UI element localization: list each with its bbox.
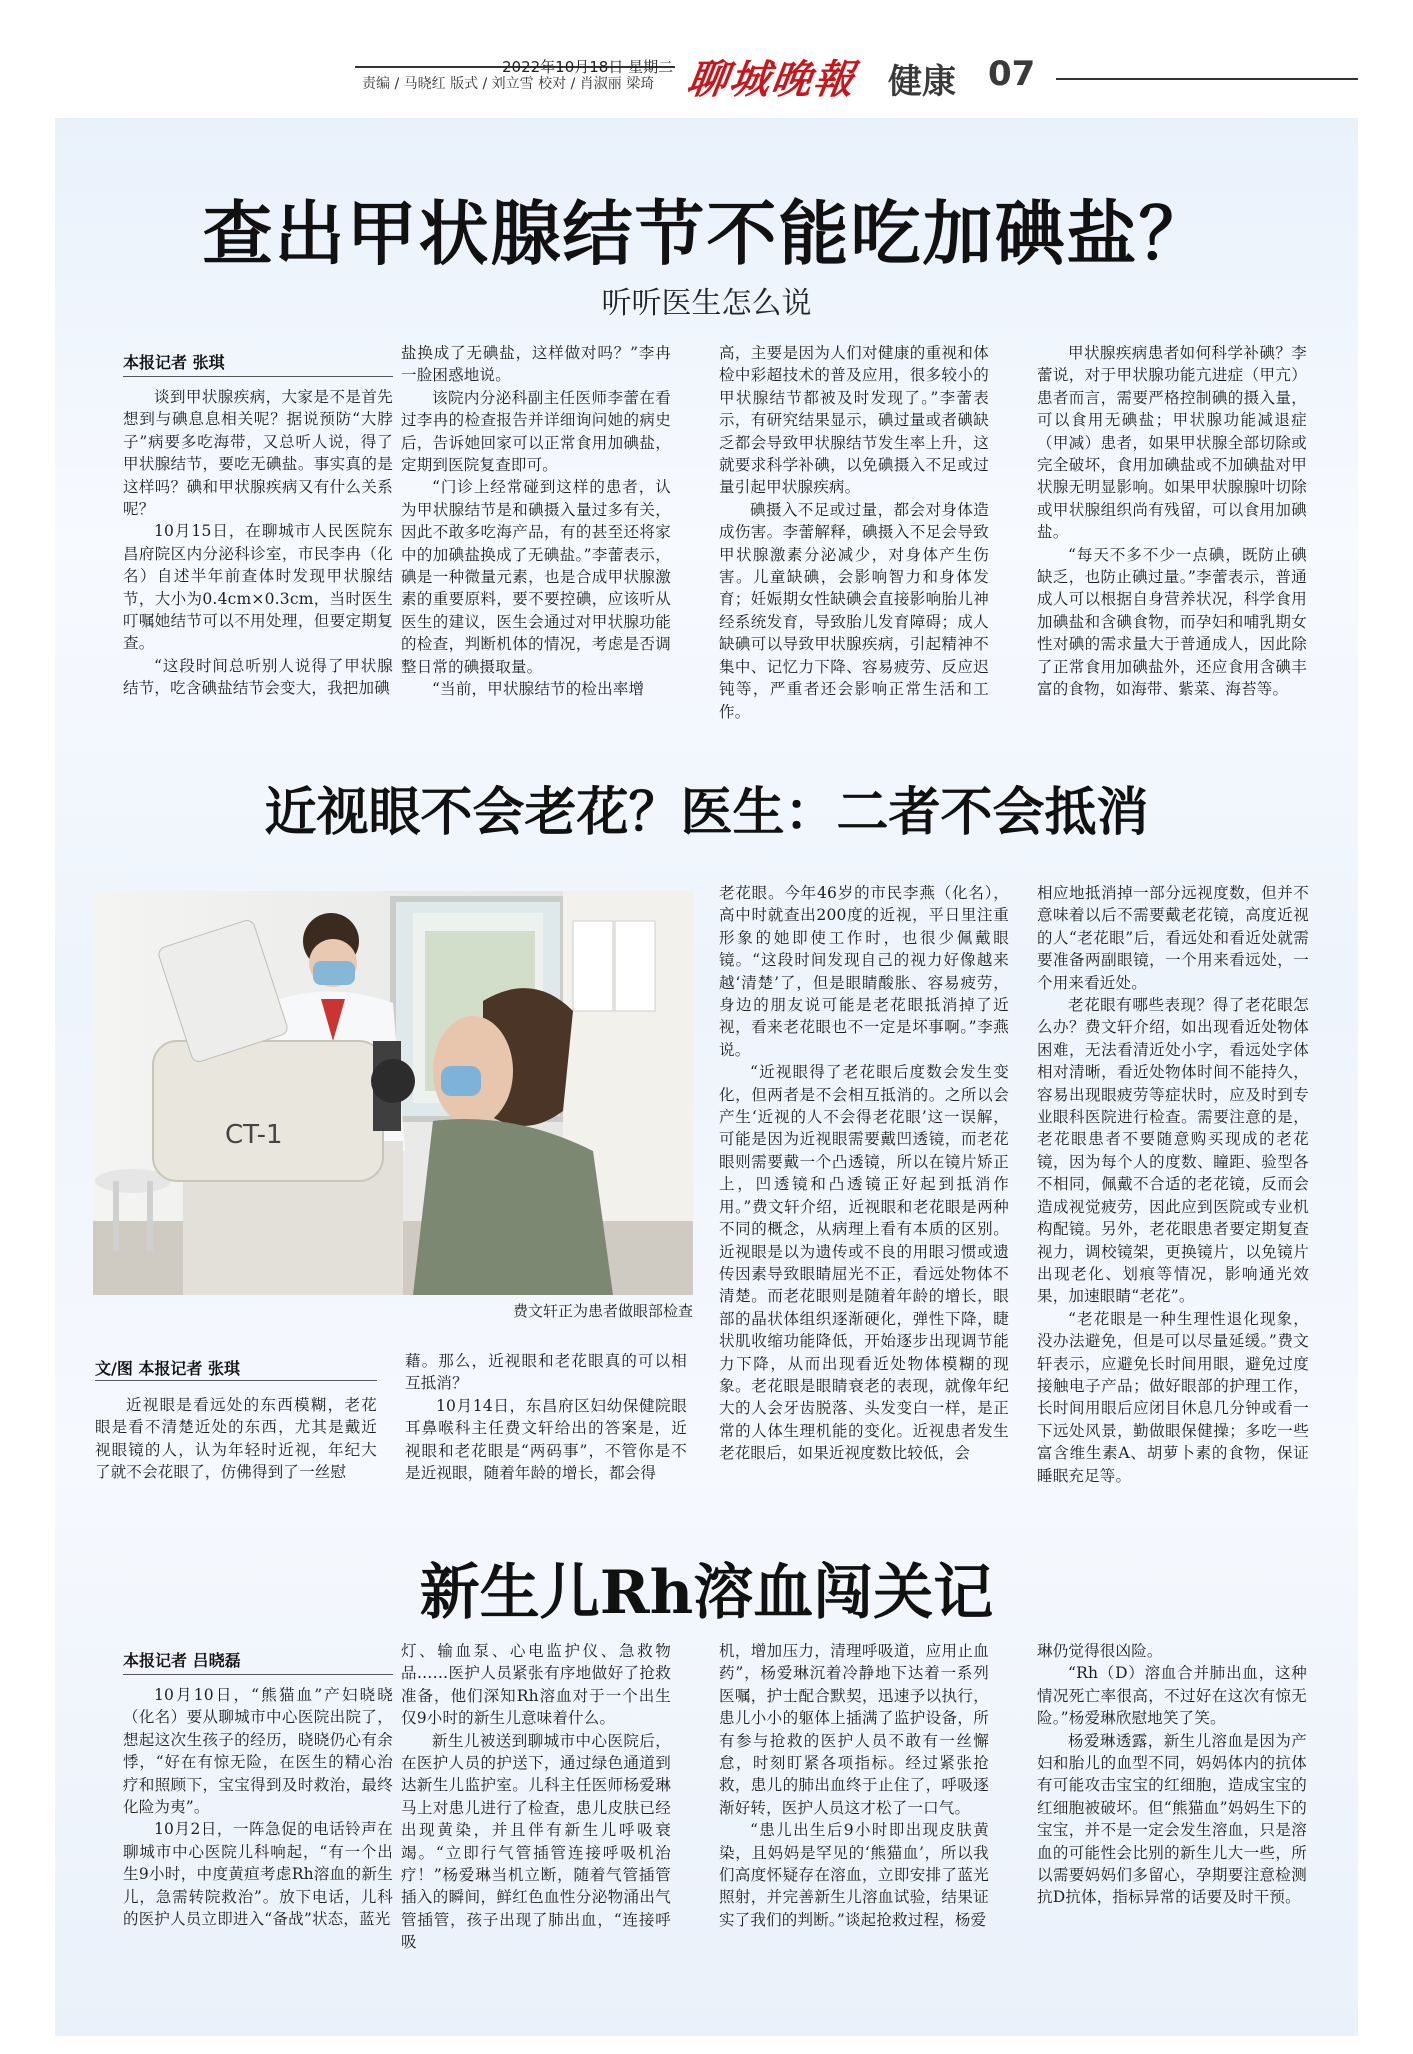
paragraph: 盐换成了无碘盐，这样做对吗？”李冉一脸困惑地说。 xyxy=(401,344,671,385)
byline-rule xyxy=(95,1380,377,1381)
paragraph: 藉。那么，近视眼和老花眼真的可以相互抵消？ xyxy=(405,1352,687,1393)
content-panel xyxy=(55,118,1358,2036)
article1-column-2 xyxy=(401,342,671,834)
section-name: 健康 xyxy=(888,62,956,102)
byline-rule xyxy=(123,376,393,377)
machine-label: CT-1 xyxy=(225,1120,283,1150)
paragraph: “这段时间总听别人说得了甲状腺结节，吃含碘盐结节会变大，我把加碘 xyxy=(123,656,393,698)
eye-exam-illustration xyxy=(93,891,693,1295)
article3-column-4 xyxy=(1037,1640,1307,1974)
editor-credits: 责编 / 马晓红 版式 / 刘立雪 校对 / 肖淑丽 梁琦 xyxy=(362,76,655,92)
paragraph: 老花眼有哪些表现？得了老花眼怎么办？费文轩介绍，如出现看近处物体困难，无法看清近处小字，看远处字体相对清晰，看近处物体时间不能持久，容易出现眼疲劳等症状时，应及时到专业眼科医院进行检查。需要注意的是，老花眼患者不要随意购买现成的老花镜，因为每个人的度数、瞳距、验型各不相同，佩戴不合适的老花镜，反而会造成视觉疲劳，因此应到医院或专业机构配镜。另外，老花眼患者要定期复查视力，调校镜架，更换镜片，以免镜片出现老化、划痕等情况，影响通光效果，加速眼睛“老花”。 xyxy=(1037,996,1309,1306)
paragraph: 该院内分泌科副主任医师李蕾在看过李冉的检查报告并详细询问她的病史后，告诉她回家可以正常食用加碘盐，定期到医院复查即可。 xyxy=(401,388,671,475)
masthead xyxy=(0,0,1413,118)
article3-column-1 xyxy=(123,1684,393,1974)
paragraph: 老花眼。今年46岁的市民李燕（化名），高中时就查出200度的近视，平日里注重形象的她即使工作时，也很少佩戴眼镜。“这段时间发现自己的视力好像越来越‘清楚’了，但是眼睛酸胀、容易疲劳，身边的朋友说可能是老花眼抵消掉了近视，看来老花眼也不一定是坏事啊。”李燕说。 xyxy=(719,884,1009,1059)
paragraph: “门诊上经常碰到这样的患者，认为甲状腺结节是和碘摄入量过多有关，因此不敢多吃海产品，有的甚至还将家中的加碘盐换成了无碘盐。”李蕾表示，碘是一种微量元素，也是合成甲状腺激素的重要原料，要不要控碘，应该听从医生的建议，医生会通过对甲状腺功能的检查，判断机体的情况，考虑是否调整日常的碘摄取量。 xyxy=(401,478,671,676)
paragraph: 谈到甲状腺疾病，大家是不是首先想到与碘息息相关呢？据说预防“大脖子”病要多吃海带，又总听人说，得了甲状腺结节，要吃无碘盐。事实真的是这样吗？碘和甲状腺疾病又有什么关系呢？ xyxy=(123,388,393,519)
article2-column-3 xyxy=(719,882,1009,1508)
article1-column-4 xyxy=(1037,342,1307,834)
article1-title: 查出甲状腺结节不能吃加碘盐？ xyxy=(202,192,1211,275)
article2-byline: 文/图 本报记者 张琪 xyxy=(95,1359,240,1378)
paragraph: “患儿出生后9小时即出现皮肤黄染，且妈妈是罕见的‘熊猫血’，所以我们高度怀疑存在溶血，立即安排了蓝光照射，并完善新生儿溶血试验，结果证实了我们的判断。”谈起抢救过程，杨爱 xyxy=(719,1821,989,1929)
article2-column-4 xyxy=(1037,882,1309,1508)
paragraph: “当前，甲状腺结节的检出率增 xyxy=(432,680,645,699)
paragraph: “老花眼是一种生理性退化现象，没办法避免，但是可以尽量延缓。”费文轩表示，应避免长时间用眼，避免过度接触电子产品；做好眼部的护理工作，长时间用眼后应闭目休息几分钟或看一下远处风景，勤做眼保健操；多吃一些富含维生素A、胡萝卜素的食物，保证睡眠充足等。 xyxy=(1037,1309,1309,1485)
article3-byline: 本报记者 吕晓磊 xyxy=(123,1651,241,1670)
byline-rule xyxy=(123,1674,393,1675)
article2-column-2 xyxy=(405,1350,687,1506)
newspaper-logo: 聊城晚報 xyxy=(684,56,859,103)
paragraph: “每天不多不少一点碘，既防止碘缺乏，也防止碘过量。”李蕾表示，普通成人可以根据自身营养状况，科学食用加碘盐和含碘食物，而孕妇和哺乳期女性对碘的需求量大于普通成人，因此除了正常食用加碘盐外，还应食用含碘丰富的食物，如海带、紫菜、海苔等。 xyxy=(1037,545,1307,699)
paragraph: 甲状腺疾病患者如何科学补碘？李蕾说，对于甲状腺功能亢进症（甲亢）患者而言，需要严格控制碘的摄入量，可以食用无碘盐；甲状腺功能减退症（甲减）患者，如果甲状腺全部切除或完全破坏，食用加碘盐或不加碘盐对甲状腺无明显影响。如果甲状腺腺叶切除或甲状腺组织尚有残留，可以食用加碘盐。 xyxy=(1037,344,1307,542)
article1-column-1 xyxy=(123,386,393,834)
article3-column-3 xyxy=(719,1640,989,1974)
article1-column-3 xyxy=(719,342,989,834)
article3-title: 新生儿Rh溶血闯关记 xyxy=(419,1558,994,1628)
paragraph: “近视眼得了老花眼后度数会发生变化，但两者是不会相互抵消的。之所以会产生‘近视的人不会得老花眼’这一误解，可能是因为近视眼需要戴凹透镜，而老花眼则需要戴一个凸透镜，所以在镜片矫正上，凹透镜和凸透镜正好起到抵消作用。”费文轩介绍，近视眼和老花眼是两种不同的概念，从病理上看有本质的区别。近视眼是以为遗传或不良的用眼习惯或遗传因素导致眼睛屈光不正，看远处物体不清楚。而老花眼则是随着年龄的增长，眼部的晶状体组织逐渐硬化，弹性下降，睫状肌收缩功能降低，开始逐步出现调节能力下降，从而出现看近处物体模糊的现象。老花眼是眼睛衰老的表现，就像年纪大的人会牙齿脱落、头发变白一样，是正常的人体生理机能的变化。近视患者发生老花眼后，如果近视度数比较低，会 xyxy=(719,1063,1009,1463)
article2-title: 近视眼不会老花？医生：二者不会抵消 xyxy=(264,782,1149,843)
paragraph: 碘摄入不足或过量，都会对身体造成伤害。李蕾解释，碘摄入不足会导致甲状腺激素分泌减少，对身体产生伤害。儿童缺碘，会影响智力和身体发育；妊娠期女性缺碘会直接影响胎儿神经系统发育，导致胎儿发育障碍；成人缺碘可以导致甲状腺疾病，引起精神不集中、记忆力下降、容易疲劳、反应迟钝等，严重者还会影响正常生活和工作。 xyxy=(719,500,989,721)
paragraph: 机，增加压力，清理呼吸道，应用止血药”，杨爱琳沉着冷静地下达着一系列医嘱，护士配合默契，迅速予以执行，患儿小小的躯体上插满了监护设备，所有参与抢救的医护人员不敢有一丝懈怠，时刻盯紧各项指标。经过紧张抢救，患儿的肺出血终于止住了，呼吸逐渐好转，医护人员这才松了一口气。 xyxy=(719,1642,989,1817)
paragraph: 新生儿被送到聊城市中心医院后，在医护人员的护送下，通过绿色通道到达新生儿监护室。儿科主任医师杨爱琳马上对患儿进行了检查，患儿皮肤已经出现黄染，并且伴有新生儿呼吸衰竭。“立即行气管插管连接呼吸机治疗！”杨爱琳当机立断，随着气管插管插入的瞬间，鲜红色血性分泌物涌出气管插管，孩子出现了肺出血，“连接呼吸 xyxy=(401,1731,671,1952)
article1-byline: 本报记者 张琪 xyxy=(123,353,225,372)
paragraph: 10月14日，东昌府区妇幼保健院眼耳鼻喉科主任费文轩给出的答案是，近视眼和老花眼是“两码事”，不管你是不是近视眼，随着年龄的增长，都会得 xyxy=(405,1396,687,1483)
paragraph: 10月15日，在聊城市人民医院东昌府院区内分泌科诊室，市民李冉（化名）自述半年前查体时发现甲状腺结节，大小为0.4cm×0.3cm，当时医生叮嘱她结节可以不用处理，但要定期复查。 xyxy=(123,522,393,653)
paragraph: 10月10日，“熊猫血”产妇晓晓（化名）要从聊城市中心医院出院了，想起这次生孩子的经历，晓晓仍心有余悸，“好在有惊无险，在医生的精心治疗和照顾下，宝宝得到及时救治，最终化险为夷”。 xyxy=(123,1686,393,1817)
paragraph: 相应地抵消掉一部分远视度数，但并不意味着以后不需要戴老花镜，高度近视的人“老花眼”后，看远处和看近处就需要准备两副眼镜，一个用来看远处，一个用来看近处。 xyxy=(1037,884,1309,992)
article1-subtitle: 听听医生怎么说 xyxy=(601,286,812,321)
paragraph: 杨爱琳透露，新生儿溶血是因为产妇和胎儿的血型不同，妈妈体内的抗体有可能攻击宝宝的红细胞，造成宝宝的红细胞被破坏。但“熊猫血”妈妈生下的宝宝，并不是一定会发生溶血，只是溶血的可能性会比别的新生儿大一些，所以需要妈妈们多留心，孕期要注意检测抗D抗体，指标异常的话要及时干预。 xyxy=(1037,1731,1307,1907)
photo-caption: 费文轩正为患者做眼部检查 xyxy=(512,1302,693,1320)
paragraph: “Rh（D）溶血合并肺出血，这种情况死亡率很高，不过好在这次有惊无险。”杨爱琳欣慰地笑了笑。 xyxy=(1037,1664,1307,1728)
article3-column-2 xyxy=(401,1640,671,1974)
issue-date: 2022年10月18日 星期二 xyxy=(502,58,674,76)
paragraph: 10月2日，一阵急促的电话铃声在聊城市中心医院儿科响起，“有一个出生9小时，中度黄疸考虑Rh溶血的新生儿，急需转院救治”。放下电话，儿科的医护人员立即进入“备战”状态，蓝光 xyxy=(123,1820,393,1929)
paragraph: 琳仍觉得很凶险。 xyxy=(1037,1642,1163,1660)
article2-column-1 xyxy=(95,1394,377,1506)
eye-exam-photo xyxy=(93,891,693,1295)
paragraph: 灯、输血泵、心电监护仪、急救物品……医护人员紧张有序地做好了抢救准备，他们深知Rh溶血对于一个出生仅9小时的新生儿意味着什么。 xyxy=(401,1642,671,1728)
page-number: 07 xyxy=(988,54,1036,94)
paragraph: 高，主要是因为人们对健康的重视和体检中彩超技术的普及应用，很多较小的甲状腺结节都被及时发现了。”李蕾表示，有研究结果显示，碘过量或者碘缺乏都会导致甲状腺结节发生率上升，这就要求科学补碘，以免碘摄入不足或过量引起甲状腺疾病。 xyxy=(719,344,989,497)
masthead-rule xyxy=(1056,78,1358,80)
paragraph: 近视眼是看远处的东西模糊，老花眼是看不清楚近处的东西，尤其是戴近视眼镜的人，认为年轻时近视，年纪大了就不会花眼了，仿佛得到了一丝慰 xyxy=(95,1396,377,1482)
